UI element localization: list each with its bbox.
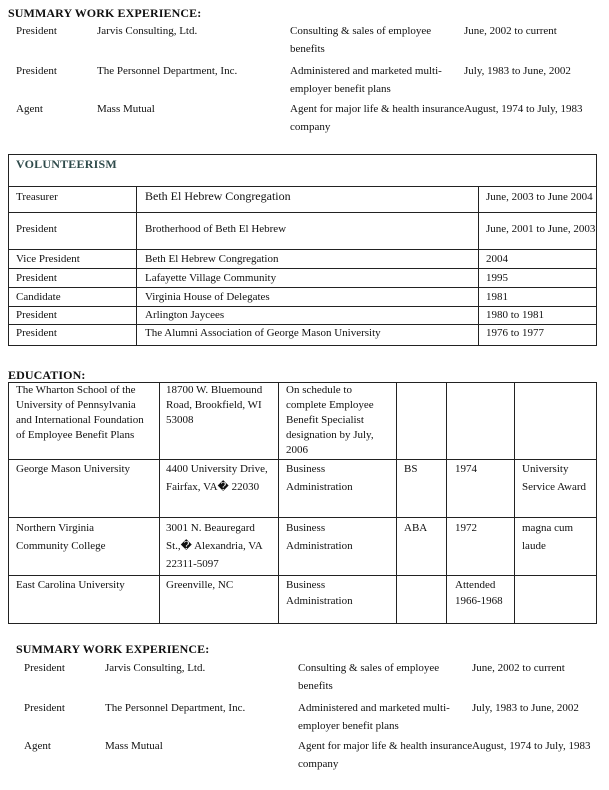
vol-org: Arlington Jaycees — [145, 309, 225, 321]
work-title: President — [24, 702, 65, 714]
vol-role: President — [16, 309, 57, 321]
vol-role: Vice President — [16, 253, 80, 265]
work-org: Mass Mutual — [105, 740, 163, 752]
edu-year: 1972 — [455, 522, 477, 534]
table-rule — [8, 186, 597, 187]
edu-year: 1974 — [455, 463, 477, 475]
vol-role: Candidate — [16, 291, 61, 303]
work-dates: June, 2002 to current — [472, 662, 565, 674]
table-rule — [8, 249, 597, 250]
work-org: Jarvis Consulting, Ltd. — [105, 662, 206, 674]
table-rule — [446, 382, 447, 624]
edu-school: George Mason University — [16, 463, 131, 475]
table-rule — [8, 212, 597, 213]
work-dates: June, 2002 to current — [464, 25, 557, 37]
edu-field: Business Administration — [286, 522, 353, 552]
vol-dates: June, 2003 to June 2004 — [486, 191, 593, 203]
table-rule — [8, 623, 597, 624]
edu-field: On schedule to complete Employee Benefit Specialist designation by July, 2006 — [286, 384, 374, 456]
table-rule — [8, 382, 9, 624]
vol-dates: 1995 — [486, 272, 508, 284]
edu-degree: ABA — [404, 522, 428, 534]
work-title: President — [16, 65, 57, 77]
work-desc: Consulting & sales of employee benefits — [290, 25, 432, 55]
edu-honors: magna cum laude — [522, 522, 574, 552]
vol-dates: 1980 to 1981 — [486, 309, 545, 321]
edu-address: 18700 W. Bluemound Road, Brookfield, WI 53008 — [166, 384, 263, 426]
work-title: Agent — [16, 103, 43, 115]
bottom-work-heading: SUMMARY WORK EXPERIENCE: — [16, 642, 210, 656]
vol-role: President — [16, 272, 57, 284]
work-org: The Personnel Department, Inc. — [105, 702, 246, 714]
table-rule — [596, 382, 597, 624]
work-title: President — [24, 662, 65, 674]
vol-org: The Alumni Association of George Mason University — [145, 327, 381, 339]
vol-org: Virginia House of Delegates — [145, 291, 270, 303]
table-rule — [478, 186, 479, 346]
work-title: Agent — [24, 740, 51, 752]
work-org: Mass Mutual — [97, 103, 155, 115]
vol-org: Brotherhood of Beth El Hebrew — [145, 223, 287, 235]
work-dates: July, 1983 to June, 2002 — [472, 702, 579, 714]
table-rule — [8, 575, 597, 576]
work-org: The Personnel Department, Inc. — [97, 65, 238, 77]
work-desc: Administered and marketed multi-employer benefit plans — [290, 65, 442, 95]
vol-dates: 1981 — [486, 291, 508, 303]
education-heading: EDUCATION: — [8, 368, 86, 382]
vol-org: Lafayette Village Community — [145, 272, 277, 284]
edu-field: Business Administration — [286, 463, 353, 493]
table-rule — [159, 382, 160, 624]
vol-role: President — [16, 223, 57, 235]
edu-field: Business Administration — [286, 579, 353, 607]
edu-degree: BS — [404, 463, 418, 475]
vol-role: President — [16, 327, 57, 339]
table-rule — [8, 287, 597, 288]
vol-role: Treasurer — [16, 191, 58, 203]
edu-school: Northern Virginia Community College — [16, 522, 106, 552]
vol-org: Beth El Hebrew Congregation — [145, 253, 279, 265]
edu-year: Attended 1966-1968 — [455, 579, 503, 607]
work-desc: Agent for major life & health insurance company — [290, 103, 465, 133]
edu-school: East Carolina University — [16, 579, 125, 591]
volunteerism-heading: VOLUNTEERISM — [16, 157, 117, 171]
edu-address: 4400 University Drive, Fairfax, VA� 22030 — [166, 463, 268, 493]
vol-dates: June, 2001 to June, 2003 — [486, 223, 596, 235]
work-desc: Administered and marketed multi-employer benefit plans — [298, 702, 450, 732]
vol-org: Beth El Hebrew Congregation — [145, 189, 291, 203]
top-work-heading: SUMMARY WORK EXPERIENCE: — [8, 6, 202, 20]
edu-school: The Wharton School of the University of Pennsylvania and International Foundation of Employee Benefit Plans — [16, 384, 144, 441]
table-rule — [8, 268, 597, 269]
edu-address: 3001 N. Beauregard St.,� Alexandria, VA 22311-5097 — [166, 522, 263, 570]
table-rule — [136, 186, 137, 346]
work-dates: August, 1974 to July, 1983 — [472, 740, 591, 752]
work-title: President — [16, 25, 57, 37]
work-desc: Consulting & sales of employee benefits — [298, 662, 440, 692]
work-desc: Agent for major life & health insurance company — [298, 740, 473, 770]
table-rule — [514, 382, 515, 624]
work-org: Jarvis Consulting, Ltd. — [97, 25, 198, 37]
vol-dates: 2004 — [486, 253, 508, 265]
table-rule — [278, 382, 279, 624]
work-dates: August, 1974 to July, 1983 — [464, 103, 583, 115]
table-rule — [396, 382, 397, 624]
work-dates: July, 1983 to June, 2002 — [464, 65, 571, 77]
edu-address: Greenville, NC — [166, 579, 234, 591]
table-rule — [8, 517, 597, 518]
vol-dates: 1976 to 1977 — [486, 327, 545, 339]
edu-honors: University Service Award — [522, 463, 587, 493]
